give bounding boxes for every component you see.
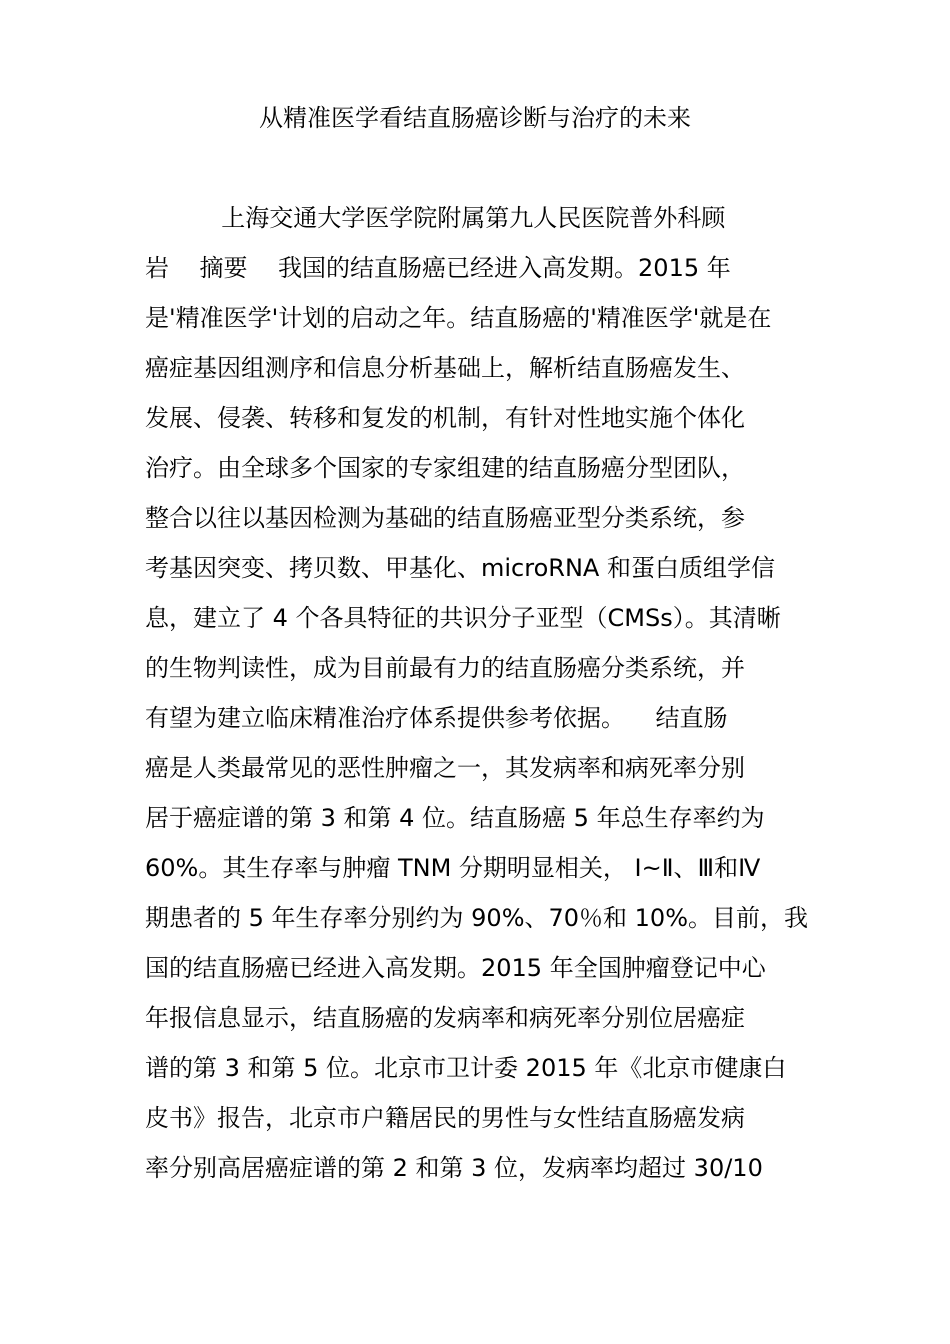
body-line: 率分别高居癌症谱的第 2 和第 3 位，发病率均超过 30/10: [145, 1154, 763, 1182]
body-line: 有望为建立临床精准治疗体系提供参考依据。 结直肠: [145, 704, 728, 732]
document-body: [145, 196, 825, 1196]
body-line: 年报信息显示，结直肠癌的发病率和病死率分别位居癌症: [145, 1004, 745, 1032]
body-line: 岩 摘要 我国的结直肠癌已经进入高发期。2015 年: [145, 254, 731, 282]
body-line: 居于癌症谱的第 3 和第 4 位。结直肠癌 5 年总生存率约为: [145, 804, 765, 832]
body-line: 考基因突变、拷贝数、甲基化、microRNA 和蛋白质组学信: [145, 554, 775, 582]
body-line: 是'精准医学'计划的启动之年。结直肠癌的'精准医学'就是在: [145, 304, 772, 332]
body-line: 整合以往以基因检测为基础的结直肠癌亚型分类系统，参: [145, 504, 745, 532]
body-line: 谱的第 3 和第 5 位。北京市卫计委 2015 年《北京市健康白: [145, 1054, 787, 1082]
body-line: 国的结直肠癌已经进入高发期。2015 年全国肿瘤登记中心: [145, 954, 766, 982]
body-line: 的生物判读性，成为目前最有力的结直肠癌分类系统，并: [145, 654, 745, 682]
body-line: 治疗。由全球多个国家的专家组建的结直肠癌分型团队，: [145, 454, 745, 482]
body-line: 息，建立了 4 个各具特征的共识分子亚型（CMSs）。其清晰: [145, 604, 781, 632]
body-line: 上海交通大学医学院附属第九人民医院普外科顾: [145, 204, 726, 232]
body-line: 期患者的 5 年生存率分别约为 90%、70％和 10%。目前，我: [145, 904, 809, 932]
body-line: 癌是人类最常见的恶性肿瘤之一，其发病率和病死率分别: [145, 754, 745, 782]
body-line: 发展、侵袭、转移和复发的机制，有针对性地实施个体化: [145, 404, 745, 432]
body-line: 癌症基因组测序和信息分析基础上，解析结直肠癌发生、: [145, 354, 745, 382]
body-line: 皮书》报告，北京市户籍居民的男性与女性结直肠癌发病: [145, 1104, 745, 1132]
document-title: 从精准医学看结直肠癌诊断与治疗的未来: [259, 104, 691, 132]
body-line: 60%。其生存率与肿瘤 TNM 分期明显相关， Ⅰ~Ⅱ、Ⅲ和Ⅳ: [145, 854, 761, 882]
